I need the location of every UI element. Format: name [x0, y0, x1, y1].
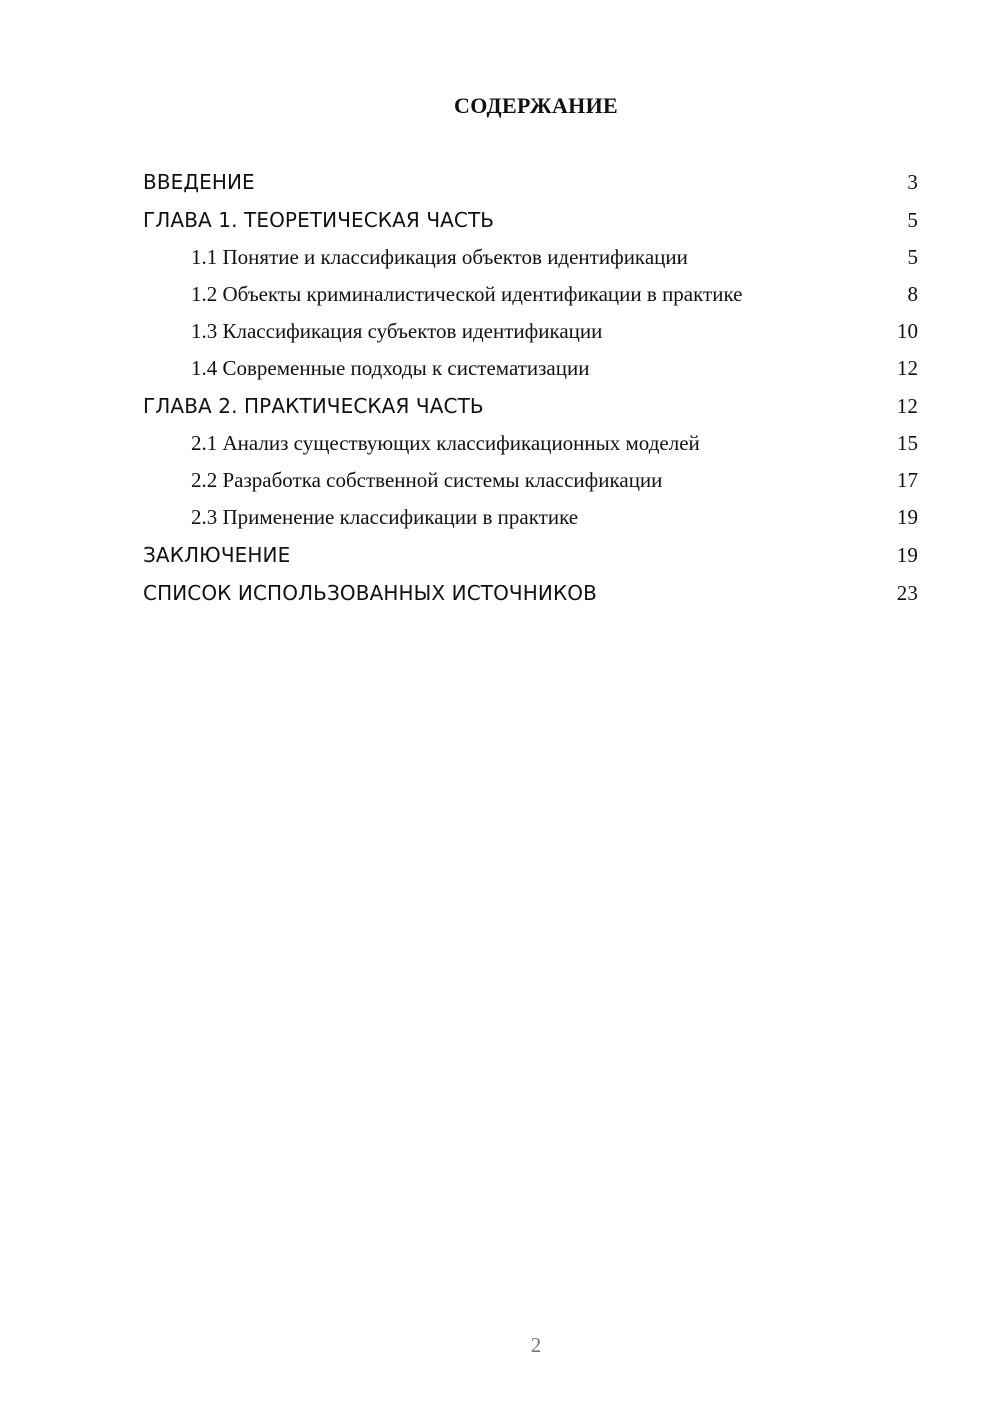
toc-entry-title: СПИСОК ИСПОЛЬЗОВАННЫХ ИСТОЧНИКОВ	[143, 581, 597, 605]
toc-entry-page: 12	[896, 394, 918, 418]
toc-entry-title: ЗАКЛЮЧЕНИЕ	[143, 543, 291, 567]
toc-entry-title: ГЛАВА 1. ТЕОРЕТИЧЕСКАЯ ЧАСТЬ	[143, 208, 495, 232]
toc-entry-page: 17	[897, 468, 918, 492]
toc-entry-section-2-2[interactable]	[143, 467, 918, 494]
toc-entry-chapter-1[interactable]	[143, 206, 918, 234]
toc-entry-page: 15	[897, 431, 918, 455]
toc-entry-page: 8	[907, 282, 918, 306]
toc-entry-title: 1.1 Понятие и классификация объектов идентификации	[191, 245, 688, 269]
toc-entry-page: 5	[907, 208, 918, 232]
toc-entry-title: 1.4 Современные подходы к систематизации	[191, 356, 590, 380]
toc-entry-title: ВВЕДЕНИЕ	[143, 170, 255, 194]
toc-entry-page: 5	[907, 245, 918, 269]
toc-entry-title: 1.3 Классификация субъектов идентификации	[191, 319, 603, 343]
toc-entry-page: 10	[897, 319, 918, 343]
toc-entry-title: 1.2 Объекты криминалистической идентификации в практике	[191, 282, 743, 306]
toc-entry-section-1-4[interactable]	[143, 355, 918, 382]
table-of-contents	[143, 168, 918, 617]
page-number: 2	[530, 1333, 542, 1357]
toc-entry-title: ГЛАВА 2. ПРАКТИЧЕСКАЯ ЧАСТЬ	[143, 394, 484, 418]
toc-entry-page: 3	[907, 170, 918, 194]
toc-entry-section-1-1[interactable]	[143, 244, 918, 271]
toc-entry-references[interactable]	[143, 579, 918, 607]
toc-entry-page: 23	[896, 581, 918, 605]
toc-heading: СОДЕРЖАНИЕ	[454, 93, 618, 118]
toc-entry-chapter-2[interactable]	[143, 392, 918, 420]
toc-entry-title: 2.2 Разработка собственной системы классификации	[191, 468, 663, 492]
toc-entry-title: 2.3 Применение классификации в практике	[191, 505, 579, 529]
toc-entry-page: 12	[897, 356, 918, 380]
toc-entry-section-2-3[interactable]	[143, 504, 918, 531]
toc-entry-section-1-3[interactable]	[143, 318, 918, 345]
toc-entry-page: 19	[896, 543, 918, 567]
toc-entry-section-1-2[interactable]	[143, 281, 918, 308]
toc-entry-conclusion[interactable]	[143, 541, 918, 569]
toc-entry-introduction[interactable]	[143, 168, 918, 196]
toc-entry-page: 19	[897, 505, 918, 529]
toc-entry-title: 2.1 Анализ существующих классификационных моделей	[191, 431, 700, 455]
toc-entry-section-2-1[interactable]	[143, 430, 918, 457]
